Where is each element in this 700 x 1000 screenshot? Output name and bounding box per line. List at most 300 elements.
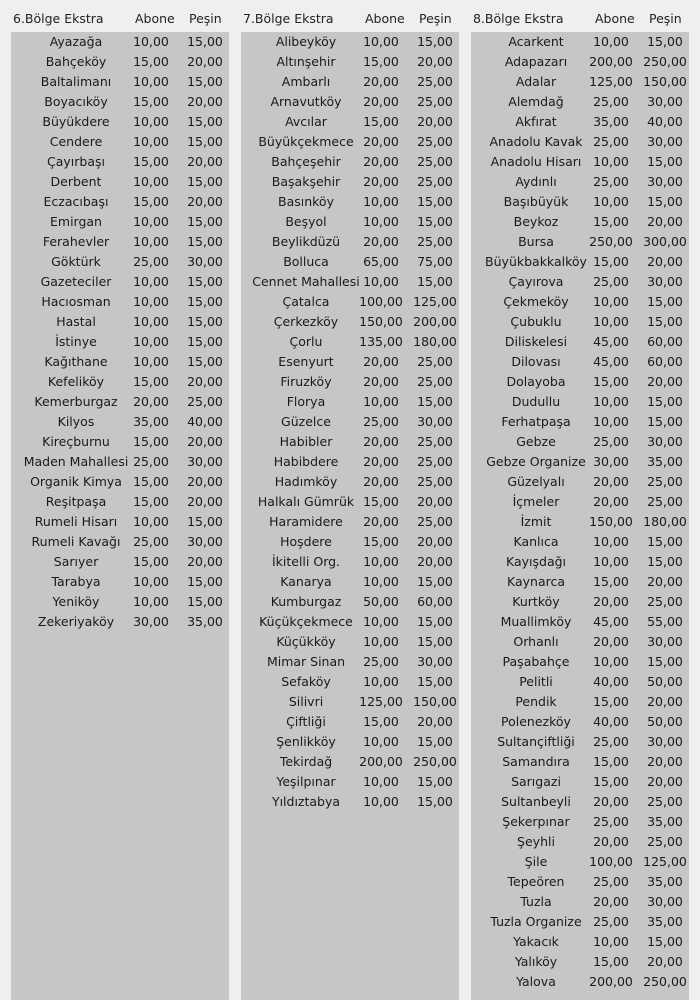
location-name: Başıbüyük — [503, 194, 569, 209]
pesin-price: 35,00 — [647, 874, 683, 889]
abone-price: 20,00 — [593, 794, 629, 809]
location-name: Baltalimanı — [40, 74, 112, 89]
pesin-price: 20,00 — [647, 754, 683, 769]
pesin-price: 25,00 — [417, 174, 453, 189]
table-row — [471, 932, 689, 952]
location-name: Silivri — [288, 694, 324, 709]
table-row — [471, 372, 689, 392]
region-7-pesin-header: Peşin — [419, 11, 452, 26]
table-row — [11, 212, 229, 232]
region-6-title: 6.Bölge Ekstra — [13, 11, 104, 26]
location-name: Ayazağa — [49, 34, 103, 49]
location-name: Güzelyalı — [507, 474, 565, 489]
abone-price: 45,00 — [593, 354, 629, 369]
location-name: Kanarya — [280, 574, 332, 589]
abone-price: 15,00 — [133, 194, 169, 209]
location-name: Akfırat — [515, 114, 557, 129]
table-row — [471, 252, 689, 272]
table-row — [11, 192, 229, 212]
abone-price: 10,00 — [593, 154, 629, 169]
table-row — [11, 252, 229, 272]
location-name: Büyükbakkalköy — [485, 254, 587, 269]
table-row — [471, 852, 689, 872]
region-6-header — [11, 0, 229, 32]
location-name: Kaynarca — [506, 574, 565, 589]
abone-price: 15,00 — [593, 774, 629, 789]
location-name: Rumeli Kavağı — [31, 534, 121, 549]
abone-price: 15,00 — [133, 434, 169, 449]
abone-price: 100,00 — [359, 294, 403, 309]
pesin-price: 20,00 — [187, 494, 223, 509]
pesin-price: 15,00 — [417, 774, 453, 789]
pesin-price: 30,00 — [647, 894, 683, 909]
abone-price: 20,00 — [363, 154, 399, 169]
pesin-price: 35,00 — [187, 614, 223, 629]
abone-price: 15,00 — [133, 554, 169, 569]
location-name: Anadolu Kavak — [489, 134, 583, 149]
table-row — [471, 592, 689, 612]
pesin-price: 15,00 — [187, 354, 223, 369]
pesin-price: 30,00 — [647, 634, 683, 649]
table-row — [241, 492, 459, 512]
table-row — [471, 432, 689, 452]
table-row — [11, 232, 229, 252]
table-row — [241, 672, 459, 692]
abone-price: 10,00 — [133, 234, 169, 249]
location-name: Kanlıca — [513, 534, 559, 549]
pesin-price: 15,00 — [187, 234, 223, 249]
pesin-price: 300,00 — [643, 234, 687, 249]
abone-price: 200,00 — [589, 54, 633, 69]
abone-price: 10,00 — [593, 414, 629, 429]
pesin-price: 20,00 — [417, 534, 453, 549]
pesin-price: 25,00 — [417, 434, 453, 449]
abone-price: 20,00 — [593, 834, 629, 849]
location-name: Beykoz — [513, 214, 559, 229]
pesin-price: 30,00 — [647, 94, 683, 109]
pesin-price: 40,00 — [647, 114, 683, 129]
location-name: Tekirdağ — [279, 754, 333, 769]
pesin-price: 25,00 — [187, 394, 223, 409]
pesin-price: 15,00 — [647, 554, 683, 569]
table-row — [471, 92, 689, 112]
pesin-price: 15,00 — [647, 294, 683, 309]
table-row — [471, 332, 689, 352]
table-row — [11, 392, 229, 412]
location-name: İçmeler — [512, 494, 560, 509]
abone-price: 15,00 — [593, 374, 629, 389]
abone-price: 25,00 — [133, 454, 169, 469]
location-name: Mimar Sinan — [266, 654, 346, 669]
location-name: Muallimköy — [500, 614, 572, 629]
abone-price: 25,00 — [133, 254, 169, 269]
pesin-price: 30,00 — [187, 534, 223, 549]
table-row — [241, 612, 459, 632]
region-7-abone-header: Abone — [365, 11, 405, 26]
table-row — [11, 292, 229, 312]
pesin-price: 250,00 — [413, 754, 457, 769]
abone-price: 10,00 — [133, 574, 169, 589]
pesin-price: 30,00 — [417, 414, 453, 429]
abone-price: 25,00 — [593, 94, 629, 109]
abone-price: 10,00 — [593, 654, 629, 669]
location-name: Anadolu Hisarı — [490, 154, 582, 169]
location-name: Bahçeşehir — [271, 154, 341, 169]
pesin-price: 15,00 — [417, 574, 453, 589]
abone-price: 25,00 — [593, 274, 629, 289]
abone-price: 20,00 — [363, 174, 399, 189]
abone-price: 25,00 — [363, 414, 399, 429]
abone-price: 20,00 — [133, 394, 169, 409]
abone-price: 20,00 — [593, 594, 629, 609]
location-name: Cennet Mahallesi — [252, 274, 360, 289]
table-row — [471, 152, 689, 172]
table-row — [241, 52, 459, 72]
table-row — [11, 512, 229, 532]
pesin-price: 30,00 — [647, 734, 683, 749]
region-7-title: 7.Bölge Ekstra — [243, 11, 334, 26]
location-name: Cendere — [49, 134, 103, 149]
pesin-price: 30,00 — [647, 134, 683, 149]
location-name: Diliskelesi — [504, 334, 568, 349]
pesin-price: 25,00 — [647, 474, 683, 489]
table-row — [11, 452, 229, 472]
table-row — [241, 512, 459, 532]
abone-price: 10,00 — [133, 214, 169, 229]
region-7-column — [241, 0, 459, 809]
location-name: Yalova — [516, 974, 556, 989]
pesin-price: 15,00 — [187, 174, 223, 189]
location-name: Yalıköy — [514, 954, 558, 969]
location-name: Haramidere — [269, 514, 343, 529]
abone-price: 20,00 — [363, 234, 399, 249]
location-name: Aydınlı — [515, 174, 557, 189]
table-row — [471, 752, 689, 772]
pesin-price: 20,00 — [187, 94, 223, 109]
abone-price: 40,00 — [593, 674, 629, 689]
abone-price: 10,00 — [363, 394, 399, 409]
location-name: Yeniköy — [52, 594, 100, 609]
abone-price: 35,00 — [133, 414, 169, 429]
abone-price: 15,00 — [133, 54, 169, 69]
abone-price: 20,00 — [593, 474, 629, 489]
location-name: Çubuklu — [510, 314, 562, 329]
table-row — [241, 652, 459, 672]
location-name: Kayışdağı — [505, 554, 567, 569]
location-name: Kemerburgaz — [34, 394, 118, 409]
table-row — [241, 112, 459, 132]
table-row — [471, 672, 689, 692]
abone-price: 25,00 — [363, 654, 399, 669]
table-row — [241, 552, 459, 572]
pesin-price: 15,00 — [187, 514, 223, 529]
abone-price: 25,00 — [593, 434, 629, 449]
location-name: Halkalı Gümrük — [257, 494, 355, 509]
location-name: Acarkent — [508, 34, 564, 49]
location-name: Alibeyköy — [275, 34, 337, 49]
pesin-price: 20,00 — [187, 374, 223, 389]
table-row — [241, 132, 459, 152]
location-name: Çerkezköy — [273, 314, 339, 329]
table-row — [471, 732, 689, 752]
location-name: İzmit — [520, 514, 552, 529]
abone-price: 15,00 — [363, 714, 399, 729]
region-7-table — [241, 32, 459, 1000]
abone-price: 15,00 — [133, 494, 169, 509]
pesin-price: 180,00 — [413, 334, 457, 349]
abone-price: 10,00 — [593, 534, 629, 549]
table-row — [471, 312, 689, 332]
pesin-price: 15,00 — [187, 114, 223, 129]
pesin-price: 15,00 — [417, 214, 453, 229]
table-row — [241, 532, 459, 552]
pesin-price: 15,00 — [647, 194, 683, 209]
abone-price: 25,00 — [133, 534, 169, 549]
pesin-price: 20,00 — [647, 774, 683, 789]
pesin-price: 25,00 — [417, 474, 453, 489]
pesin-price: 25,00 — [417, 234, 453, 249]
abone-price: 10,00 — [363, 774, 399, 789]
location-name: Paşabahçe — [502, 654, 570, 669]
location-name: Bolluca — [283, 254, 329, 269]
region-6-table — [11, 32, 229, 1000]
abone-price: 15,00 — [363, 54, 399, 69]
location-name: Kefeliköy — [47, 374, 105, 389]
table-row — [11, 492, 229, 512]
location-name: Büyükdere — [42, 114, 110, 129]
table-row — [471, 872, 689, 892]
abone-price: 10,00 — [133, 174, 169, 189]
abone-price: 10,00 — [133, 34, 169, 49]
table-row — [471, 632, 689, 652]
pesin-price: 20,00 — [417, 714, 453, 729]
pesin-price: 15,00 — [187, 274, 223, 289]
abone-price: 10,00 — [363, 274, 399, 289]
pesin-price: 180,00 — [643, 514, 687, 529]
pesin-price: 125,00 — [643, 854, 687, 869]
table-row — [11, 32, 229, 52]
pesin-price: 15,00 — [417, 614, 453, 629]
table-row — [471, 472, 689, 492]
location-name: Hacıosman — [41, 294, 111, 309]
table-row — [241, 452, 459, 472]
pesin-price: 15,00 — [187, 74, 223, 89]
location-name: Başakşehir — [271, 174, 341, 189]
pesin-price: 35,00 — [647, 914, 683, 929]
pesin-price: 25,00 — [417, 354, 453, 369]
pesin-price: 20,00 — [647, 694, 683, 709]
location-name: Tarabya — [51, 574, 101, 589]
abone-price: 250,00 — [589, 234, 633, 249]
pesin-price: 15,00 — [187, 574, 223, 589]
abone-price: 10,00 — [133, 274, 169, 289]
pesin-price: 20,00 — [647, 954, 683, 969]
table-row — [241, 592, 459, 612]
table-row — [471, 272, 689, 292]
abone-price: 150,00 — [359, 314, 403, 329]
table-row — [11, 152, 229, 172]
region-8-header — [471, 0, 689, 32]
table-row — [11, 372, 229, 392]
abone-price: 25,00 — [593, 814, 629, 829]
abone-price: 20,00 — [363, 74, 399, 89]
abone-price: 15,00 — [593, 954, 629, 969]
pesin-price: 15,00 — [187, 594, 223, 609]
abone-price: 25,00 — [593, 134, 629, 149]
abone-price: 25,00 — [593, 174, 629, 189]
pesin-price: 15,00 — [417, 674, 453, 689]
pesin-price: 250,00 — [643, 54, 687, 69]
table-row — [11, 352, 229, 372]
location-name: Pendik — [515, 694, 557, 709]
pesin-price: 15,00 — [647, 534, 683, 549]
pesin-price: 30,00 — [187, 454, 223, 469]
location-name: Tuzla Organize — [490, 914, 582, 929]
pesin-price: 15,00 — [647, 654, 683, 669]
location-name: Arnavutköy — [270, 94, 342, 109]
table-row — [241, 732, 459, 752]
table-row — [11, 272, 229, 292]
abone-price: 25,00 — [593, 874, 629, 889]
location-name: Hoşdere — [280, 534, 332, 549]
abone-price: 200,00 — [589, 974, 633, 989]
table-row — [11, 92, 229, 112]
table-row — [11, 72, 229, 92]
abone-price: 10,00 — [133, 334, 169, 349]
table-row — [241, 432, 459, 452]
abone-price: 10,00 — [593, 934, 629, 949]
pesin-price: 150,00 — [643, 74, 687, 89]
pesin-price: 200,00 — [413, 314, 457, 329]
table-row — [471, 712, 689, 732]
pesin-price: 50,00 — [647, 674, 683, 689]
location-name: Kireçburnu — [42, 434, 110, 449]
abone-price: 10,00 — [593, 34, 629, 49]
abone-price: 15,00 — [133, 474, 169, 489]
table-row — [241, 472, 459, 492]
table-row — [471, 412, 689, 432]
abone-price: 10,00 — [593, 294, 629, 309]
location-name: Şile — [524, 854, 548, 869]
pesin-price: 15,00 — [417, 394, 453, 409]
pesin-price: 30,00 — [647, 274, 683, 289]
pesin-price: 25,00 — [417, 514, 453, 529]
pesin-price: 35,00 — [647, 814, 683, 829]
pesin-price: 15,00 — [187, 34, 223, 49]
location-name: Ferahevler — [42, 234, 110, 249]
pesin-price: 20,00 — [417, 114, 453, 129]
table-row — [241, 412, 459, 432]
location-name: Organik Kimya — [30, 474, 122, 489]
location-name: Sarıyer — [53, 554, 99, 569]
location-name: Küçükköy — [276, 634, 336, 649]
location-name: Güzelce — [281, 414, 331, 429]
abone-price: 15,00 — [133, 374, 169, 389]
location-name: Bahçeköy — [45, 54, 107, 69]
abone-price: 100,00 — [589, 854, 633, 869]
abone-price: 10,00 — [363, 214, 399, 229]
location-name: Çorlu — [289, 334, 323, 349]
table-row — [471, 512, 689, 532]
pesin-price: 15,00 — [187, 314, 223, 329]
location-name: Kilyos — [57, 414, 95, 429]
table-row — [11, 472, 229, 492]
location-name: Basınköy — [278, 194, 334, 209]
pesin-price: 15,00 — [647, 394, 683, 409]
pesin-price: 30,00 — [187, 254, 223, 269]
location-name: Rumeli Hisarı — [34, 514, 118, 529]
table-row — [241, 332, 459, 352]
abone-price: 10,00 — [363, 194, 399, 209]
abone-price: 15,00 — [593, 254, 629, 269]
table-row — [471, 392, 689, 412]
pesin-price: 15,00 — [187, 214, 223, 229]
table-row — [241, 292, 459, 312]
abone-price: 10,00 — [593, 194, 629, 209]
location-name: Altınşehir — [276, 54, 336, 69]
table-row — [241, 572, 459, 592]
table-row — [471, 892, 689, 912]
abone-price: 10,00 — [363, 614, 399, 629]
table-row — [241, 172, 459, 192]
pesin-price: 60,00 — [417, 594, 453, 609]
abone-price: 10,00 — [363, 34, 399, 49]
abone-price: 10,00 — [593, 314, 629, 329]
table-row — [471, 912, 689, 932]
pesin-price: 20,00 — [187, 154, 223, 169]
location-name: Göktürk — [51, 254, 101, 269]
table-row — [471, 572, 689, 592]
table-row — [11, 552, 229, 572]
table-row — [241, 352, 459, 372]
abone-price: 135,00 — [359, 334, 403, 349]
abone-price: 10,00 — [133, 314, 169, 329]
abone-price: 20,00 — [363, 94, 399, 109]
table-row — [11, 332, 229, 352]
table-row — [11, 432, 229, 452]
abone-price: 50,00 — [363, 594, 399, 609]
location-name: Sarıgazi — [511, 774, 561, 789]
pesin-price: 25,00 — [417, 454, 453, 469]
pesin-price: 75,00 — [417, 254, 453, 269]
table-row — [241, 192, 459, 212]
location-name: Avcılar — [285, 114, 327, 129]
abone-price: 10,00 — [133, 74, 169, 89]
location-name: Dolayoba — [506, 374, 566, 389]
location-name: Çatalca — [282, 294, 330, 309]
pesin-price: 15,00 — [647, 314, 683, 329]
pesin-price: 30,00 — [647, 174, 683, 189]
table-row — [241, 392, 459, 412]
table-row — [241, 272, 459, 292]
pesin-price: 30,00 — [647, 434, 683, 449]
table-row — [471, 552, 689, 572]
location-name: Çayırbaşı — [47, 154, 105, 169]
abone-price: 30,00 — [593, 454, 629, 469]
pesin-price: 20,00 — [647, 374, 683, 389]
table-row — [11, 592, 229, 612]
pesin-price: 25,00 — [647, 794, 683, 809]
pesin-price: 60,00 — [647, 334, 683, 349]
abone-price: 10,00 — [133, 294, 169, 309]
location-name: Maden Mahallesi — [23, 454, 129, 469]
abone-price: 20,00 — [593, 894, 629, 909]
table-row — [11, 52, 229, 72]
location-name: Küçükçekmece — [259, 614, 353, 629]
table-row — [11, 312, 229, 332]
location-name: Ferhatpaşa — [501, 414, 571, 429]
table-row — [11, 532, 229, 552]
